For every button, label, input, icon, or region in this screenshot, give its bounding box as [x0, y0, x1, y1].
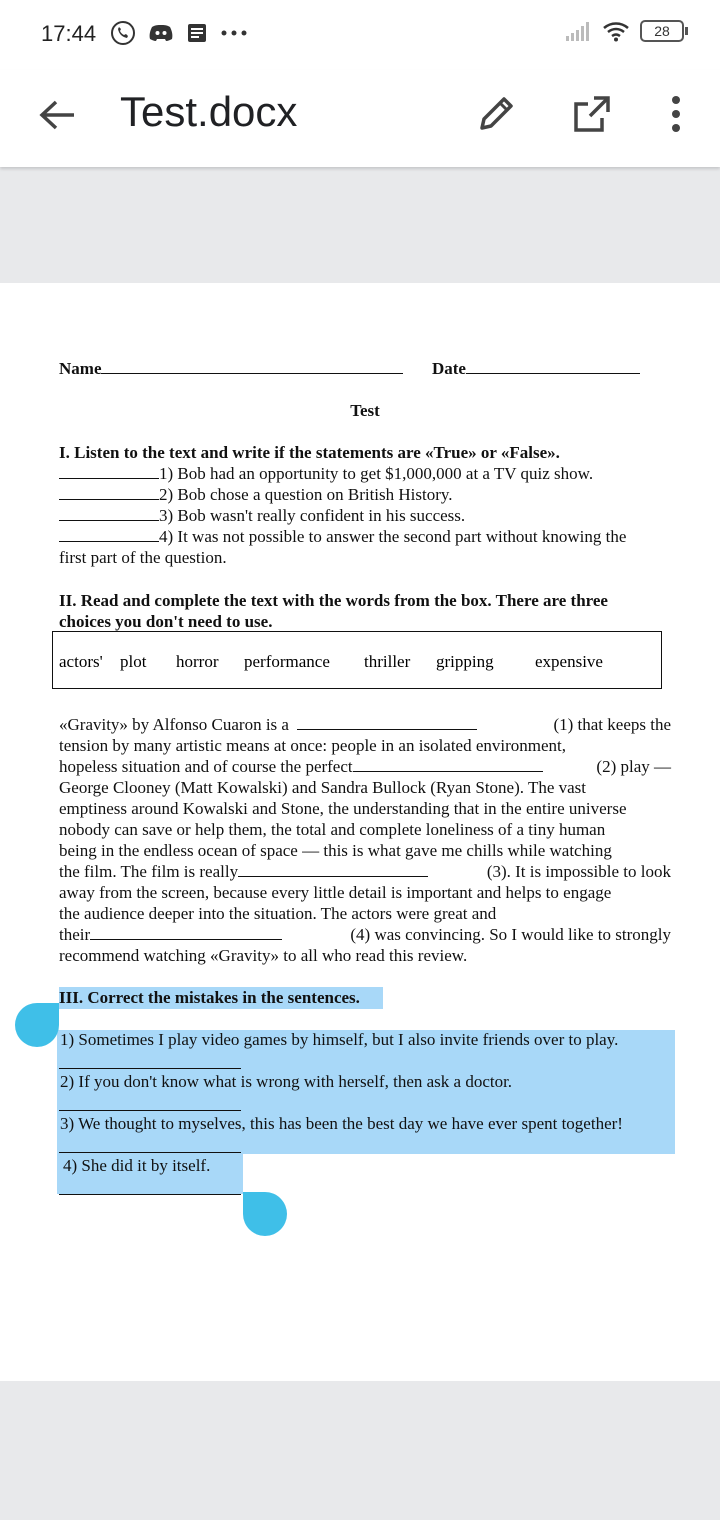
paragraph-line: away from the screen, because every little detail is important and helps to engage: [59, 883, 612, 902]
notification-icons: [110, 20, 248, 46]
name-label: Name: [59, 359, 102, 378]
section2-heading-cont: choices you don't need to use.: [59, 612, 273, 631]
section1-item: 4) It was not possible to answer the second part without knowing the: [59, 526, 671, 547]
name-date-line: [59, 358, 671, 379]
selection-end-handle[interactable]: [243, 1192, 287, 1236]
paragraph-line: being in the endless ocean of space — this is what gave me chills while watching: [59, 841, 612, 860]
box-word: thriller: [364, 652, 411, 671]
status-bar: [0, 0, 720, 70]
box-word: horror: [176, 652, 219, 671]
paragraph-line: «Gravity» by Alfonso Cuaron is a (1) that keeps the: [59, 715, 671, 734]
viber-icon: [110, 20, 136, 46]
paragraph-line: their (4) was convincing. So I would like to strongly: [59, 925, 671, 944]
word-box: [52, 631, 662, 689]
status-indicators: [564, 20, 684, 42]
section1-item: 1) Bob had an opportunity to get $1,000,000 at a TV quiz show.: [59, 463, 671, 484]
open-in-app-button[interactable]: [566, 88, 618, 140]
document-notification-icon: [186, 22, 208, 44]
edit-button[interactable]: [470, 88, 522, 140]
more-options-button[interactable]: [656, 88, 696, 140]
back-button[interactable]: [32, 90, 82, 140]
section1-item: 2) Bob chose a question on British History.: [59, 484, 671, 505]
paragraph-line: recommend watching «Gravity» to all who read this review.: [59, 946, 468, 965]
wifi-icon: [602, 20, 630, 42]
section3-item: 3) We thought to myselves, this has been the best day we have ever spent together!: [60, 1114, 623, 1133]
paragraph-line: the audience deeper into the situation. The actors were great and: [59, 904, 497, 923]
section3-heading: III. Correct the mistakes in the sentences.: [59, 988, 360, 1007]
section3-item: 1) Sometimes I play video games by himself, but I also invite friends over to play.: [60, 1030, 619, 1049]
paragraph-line: tension by many artistic means at once: people in an isolated environment,: [59, 736, 567, 755]
battery-indicator: 28: [640, 20, 684, 42]
box-word: gripping: [436, 652, 494, 671]
paragraph-line: nobody can save or help them, the total and complete loneliness of a tiny human: [59, 820, 606, 839]
paragraph-line: George Clooney (Matt Kowalski) and Sandra Bullock (Ryan Stone). The vast: [59, 778, 587, 797]
discord-icon: [148, 22, 174, 44]
pencil-icon: [476, 94, 516, 134]
box-word: plot: [120, 652, 147, 671]
section1-item: 3) Bob wasn't really confident in his success.: [59, 505, 671, 526]
answer-line: [59, 1194, 241, 1195]
more-vert-icon: [670, 96, 682, 132]
answer-line: [59, 1152, 241, 1153]
paragraph-line: hopeless situation and of course the perfect (2) play —: [59, 757, 671, 776]
answer-line: [59, 1068, 241, 1069]
section3-item: 4) She did it by itself.: [63, 1156, 211, 1175]
open-external-icon: [572, 94, 612, 134]
app-bar: [0, 70, 720, 167]
more-notifications-icon: [220, 29, 248, 37]
paragraph-line: emptiness around Kowalski and Stone, the understanding that in the entire universe: [59, 799, 627, 818]
status-time: 17:44: [41, 21, 97, 46]
section3-item: 2) If you don't know what is wrong with herself, then ask a doctor.: [60, 1072, 513, 1091]
paragraph-line: the film. The film is really (3). It is impossible to look: [59, 862, 671, 881]
box-word: expensive: [535, 652, 603, 671]
date-label: Date: [431, 359, 466, 378]
section1-item-continued: first part of the question.: [59, 548, 227, 567]
selection-start-handle[interactable]: [15, 1003, 59, 1047]
arrow-back-icon: [38, 99, 76, 131]
document-title: Test.docx: [120, 88, 298, 135]
signal-icon: [564, 20, 592, 42]
answer-line: [59, 1110, 241, 1111]
box-word: actors': [59, 652, 103, 671]
section2-heading: II. Read and complete the text with the words from the box. There are three: [59, 591, 608, 610]
section1-heading: I. Listen to the text and write if the statements are «True» or «False».: [59, 443, 560, 462]
box-word: performance: [244, 652, 330, 671]
test-title: Test: [350, 401, 380, 420]
